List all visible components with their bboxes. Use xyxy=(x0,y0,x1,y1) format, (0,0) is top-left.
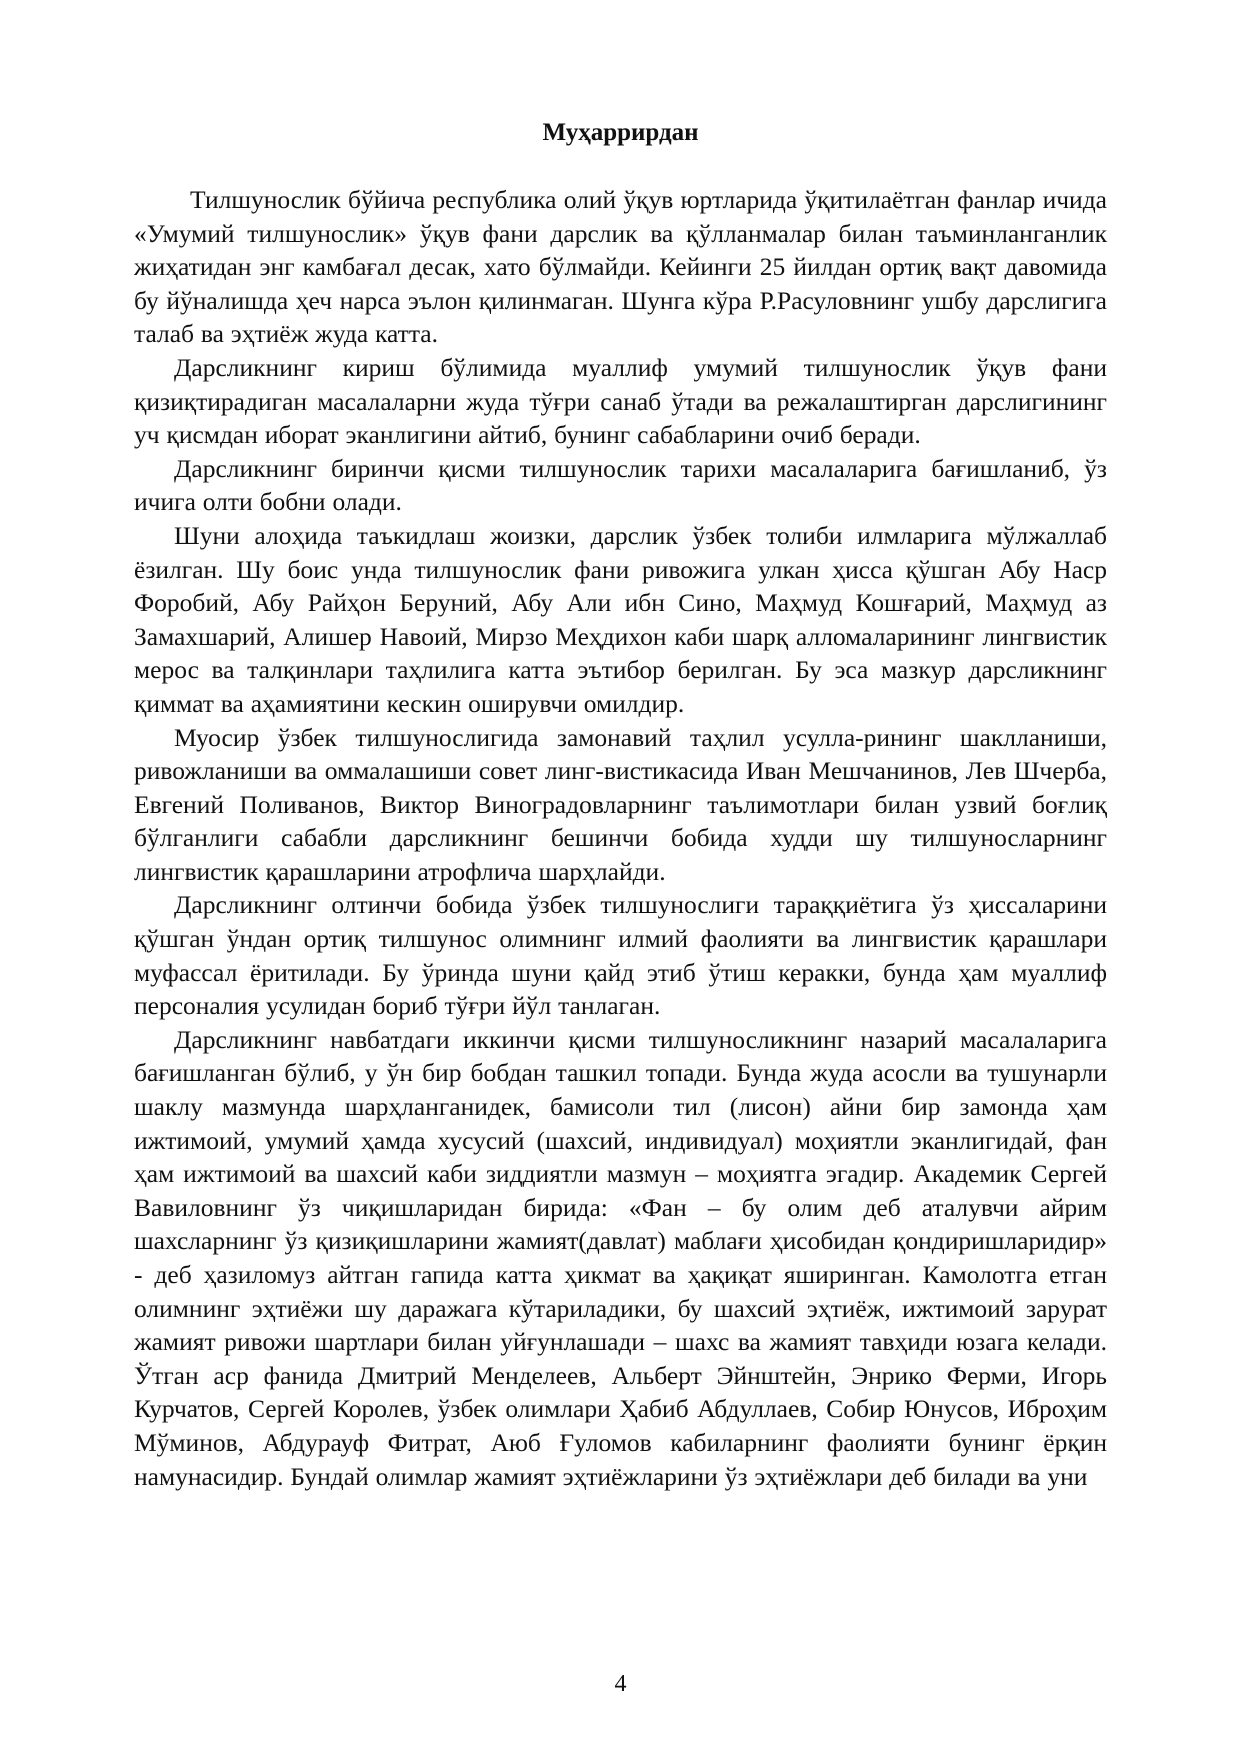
paragraph-7: Дарсликнинг навбатдаги иккинчи қисми тилшуносликнинг назарий масалаларига бағишланган бўлиб, у ўн бир бобдан ташкил топади. Бунда жуда асосли ва тушунарли шаклу мазмунда шарҳланганидек, бамисоли тил (лисон) айни бир замонда ҳам ижтимоий, умумий ҳамда хусусий (шахсий, индивидуал) моҳиятли эканлигидай, фан ҳам ижтимоий ва шахсий каби зиддиятли мазмун – моҳиятга эгадир. Академик Сергей Вавиловнинг ўз чиқишларидан бирида: «Фан – бу олим деб аталувчи айрим шахсларнинг ўз қизиқишларини жамият(давлат) маблағи ҳисобидан қондиришларидир» - деб ҳазиломуз айтган гапида катта ҳикмат ва ҳақиқат яширинган. Камолотга етган олимнинг эҳтиёжи шу даражага кўтариладики, бу шахсий эҳтиёж, ижтимоий зарурат жамият ривожи шартлари билан уйғунлашади – шахс ва жамият тавҳиди юзага келади. Ўтган аср фанида Дмитрий Менделеев, Альберт Эйнштейн, Энрико Ферми, Игорь Курчатов, Сергей Королев, ўзбек олимлари Ҳабиб Абдуллаев, Собир Юнусов, Иброҳим Мўминов, Абдурауф Фитрат, Аюб Ғуломов кабиларнинг фаолияти бунинг ёрқин намунасидир. Бундай олимлар жамият эҳтиёжларини ўз эҳтиёжлари деб билади ва уни xyxy=(134,1024,1107,1491)
paragraph-3: Дарсликнинг биринчи қисми тилшунослик тарихи масалаларига бағишланиб, ўз ичига олти бобни олади. xyxy=(134,453,1107,517)
page-title: Муҳаррирдан xyxy=(542,119,699,146)
paragraph-5: Муосир ўзбек тилшунослигида замонавий таҳлил усулла-рининг шаклланиши, ривожланиши ва оммалашиши совет линг-вистикасида Иван Мешчанинов, Лев Шчерба, Евгений Поливанов, Виктор Виноградовларнинг таълимотлари билан узвий боғлиқ бўлганлиги сабабли дарсликнинг бешинчи бобида худди шу тилшуносларнинг лингвистик қарашларини атрофлича шарҳлайди. xyxy=(134,722,1107,886)
paragraph-4: Шуни алоҳида таъкидлаш жоизки, дарслик ўзбек толиби илмларига мўлжаллаб ёзилган. Шу боис унда тилшунослик фани ривожига улкан ҳисса қўшган Абу Наср Форобий, Абу Райҳон Беруний, Абу Али ибн Сино, Маҳмуд Кошғарий, Маҳмуд аз Замахшарий, Алишер Навоий, Мирзо Меҳдихон каби шарқ алломаларининг лингвистик мерос ва талқинлари таҳлилига катта эътибор берилган. Бу эса мазкур дарсликнинг қиммат ва аҳамиятини кескин оширувчи омилдир. xyxy=(134,520,1107,718)
paragraph-1: Тилшунослик бўйича республика олий ўқув юртларида ўқитилаётган фанлар ичида «Умумий тилшунослик» ўқув фани дарслик ва қўлланмалар билан таъминланганлик жиҳатидан энг камбағал десак, хато бўлмайди. Кейинги 25 йилдан ортиқ вақт давомида бу йўналишда ҳеч нарса эълон қилинмаган. Шунга кўра Р.Расуловнинг ушбу дарслигига талаб ва эҳтиёж жуда катта. xyxy=(134,185,1107,349)
page-number: 4 xyxy=(614,1671,627,1697)
paragraph-6: Дарсликнинг олтинчи бобида ўзбек тилшунослиги тараққиётига ўз ҳиссаларини қўшган ўндан ортиқ тилшунос олимнинг илмий фаолияти ва лингвистик қарашлари муфассал ёритилади. Бу ўринда шуни қайд этиб ўтиш керакки, бунда ҳам муаллиф персоналия усулидан бориб тўғри йўл танлаган. xyxy=(134,890,1107,1021)
body-text xyxy=(134,183,1107,1493)
paragraph-2: Дарсликнинг кириш бўлимида муаллиф умумий тилшунослик ўқув фани қизиқтирадиган масалаларни жуда тўғри санаб ўтади ва режалаштирган дарслигининг уч қисмдан иборат эканлигини айтиб, бунинг сабабларини очиб беради. xyxy=(134,352,1107,450)
